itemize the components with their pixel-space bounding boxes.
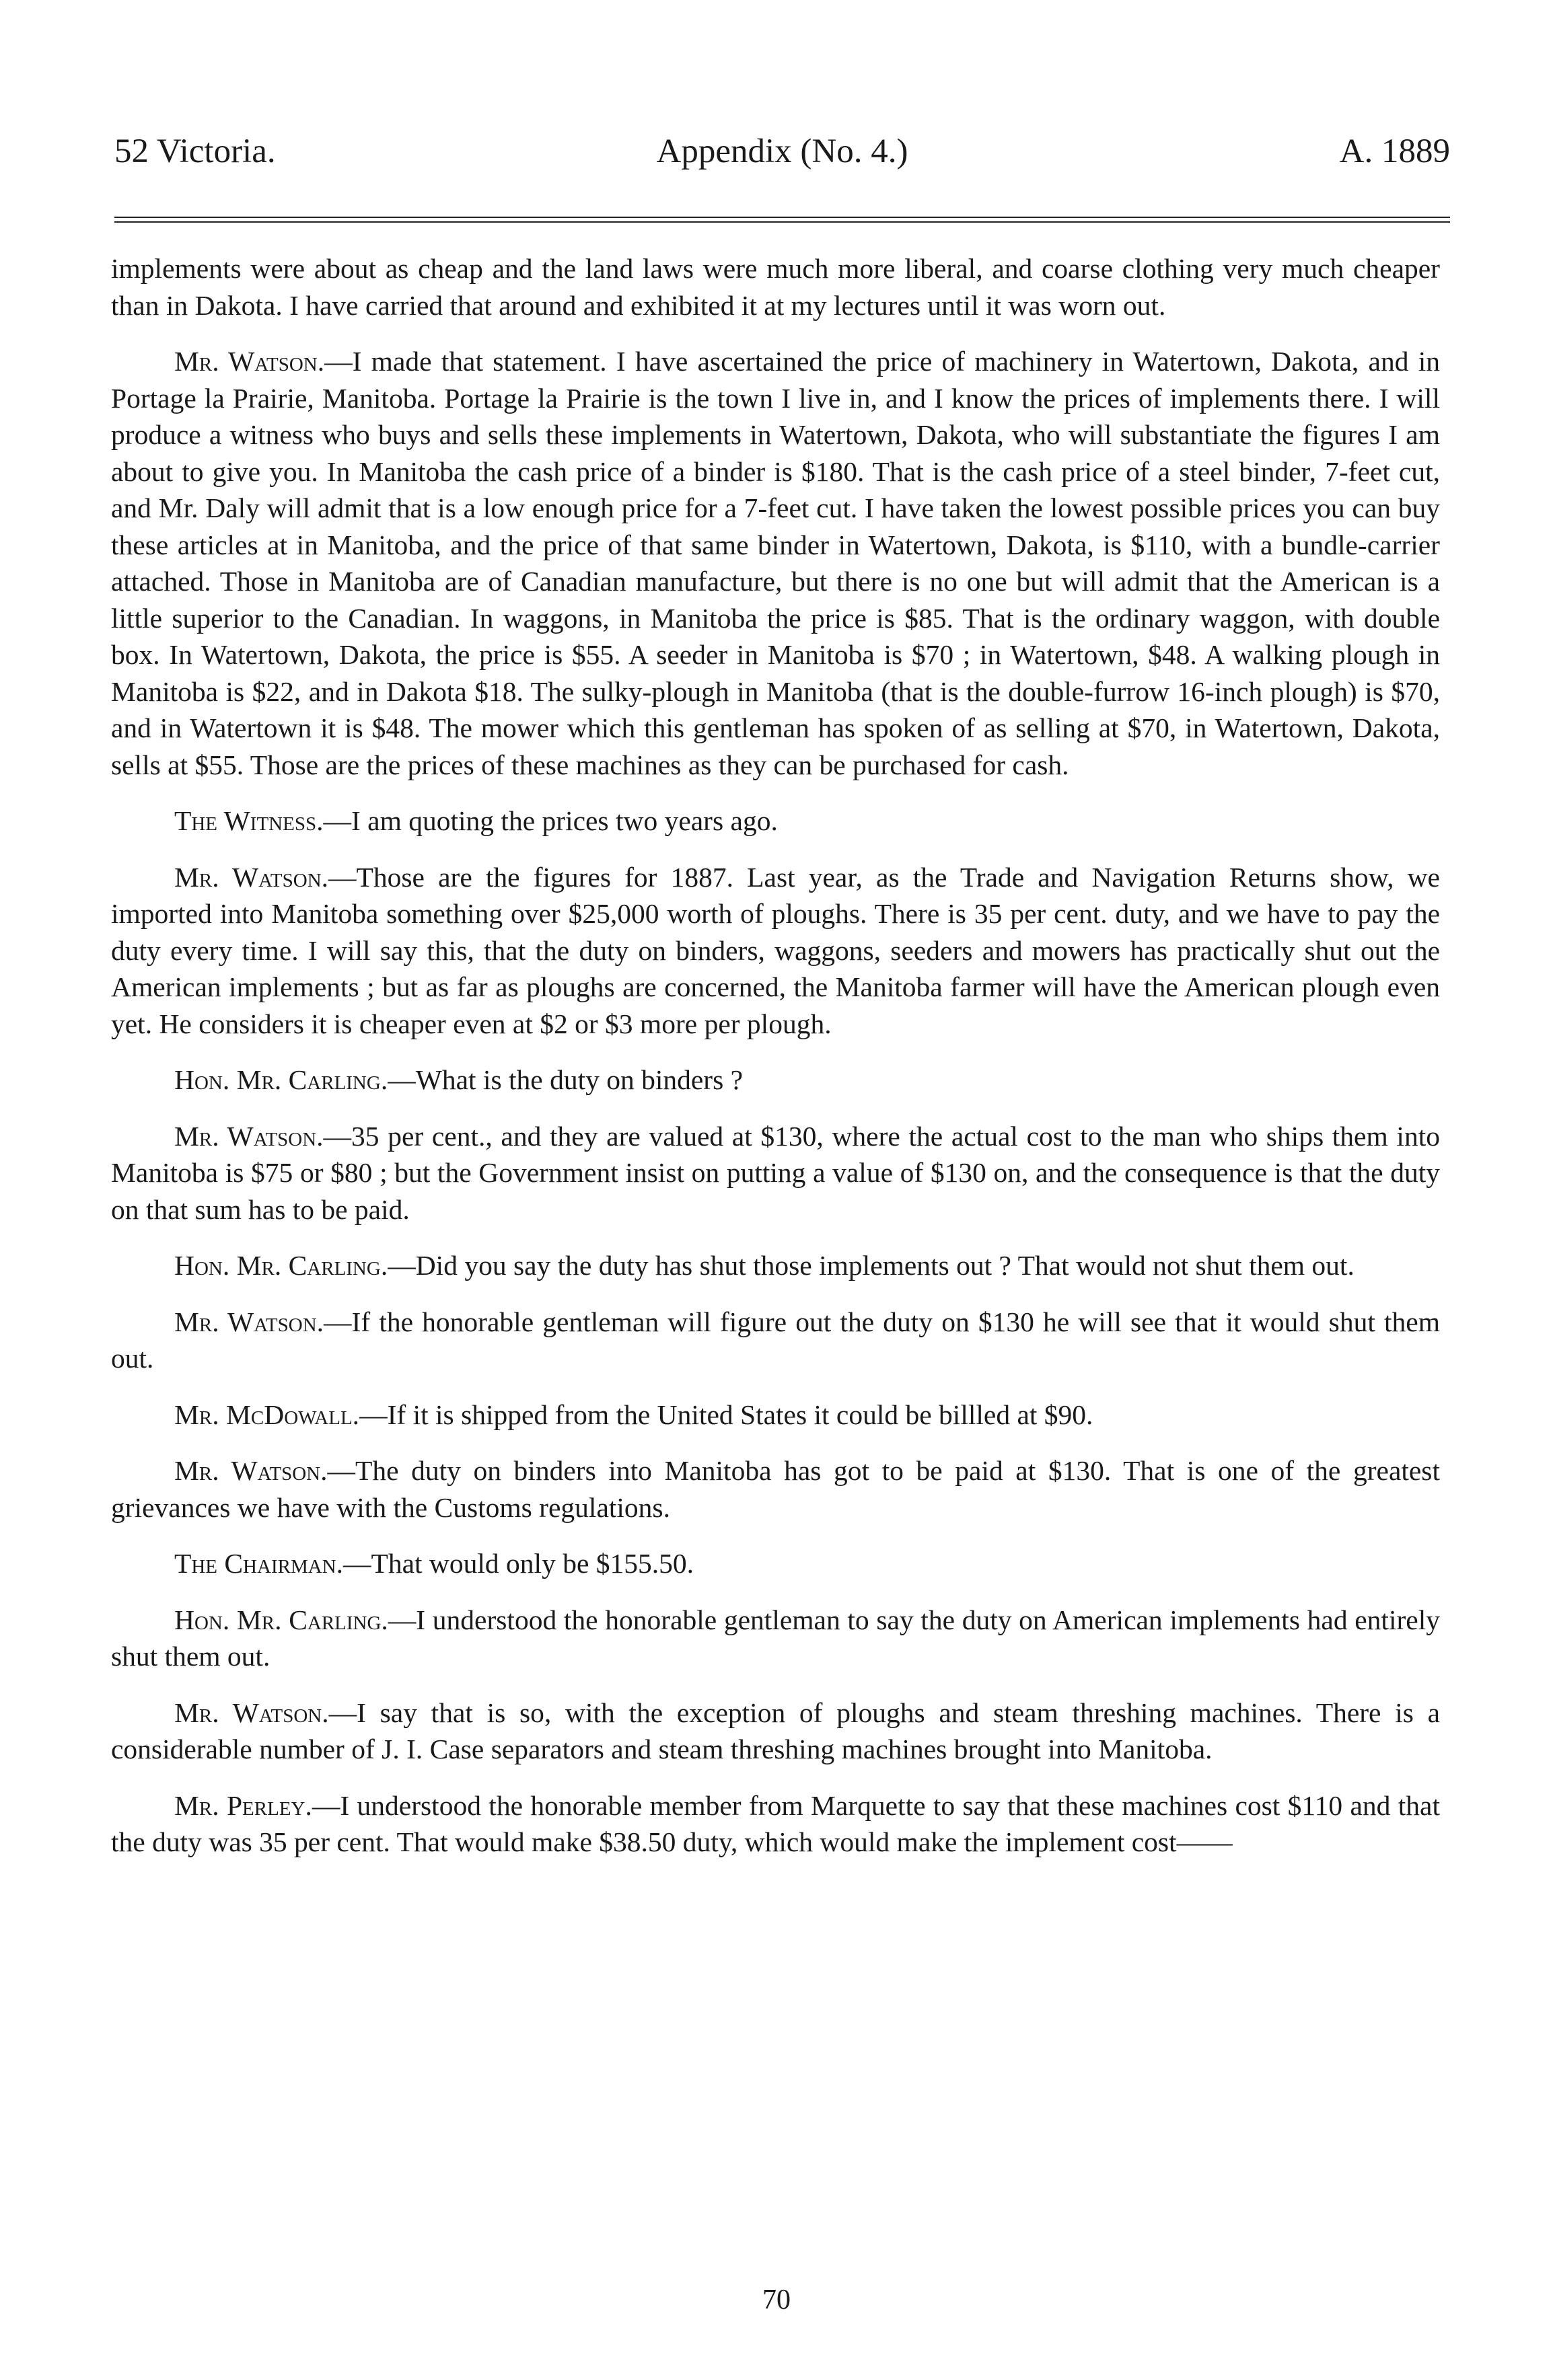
paragraph-text: —I say that is so, with the exception of ploughs and steam threshing machines. There is a considerable number of J. I. Case separators and steam threshing machines brought into Manitoba. [111, 1697, 1441, 1764]
paragraph [111, 1602, 1440, 1675]
paragraph-text: —I am quoting the prices two years ago. [323, 805, 778, 836]
header-rule [114, 217, 1450, 223]
speaker-name: The Witness. [174, 805, 324, 836]
page-header [114, 132, 1450, 179]
paragraph [111, 1247, 1440, 1284]
speaker-name: Mr. Watson. [174, 346, 325, 377]
speaker-name: Mr. Watson. [174, 1697, 329, 1728]
paragraph [111, 1118, 1440, 1228]
paragraph-text: —If it is shipped from the United States it could be billled at $90. [359, 1399, 1093, 1430]
paragraph [111, 1452, 1440, 1526]
paragraph [111, 343, 1440, 783]
paragraph-text: —Did you say the duty has shut those implements out ? That would not shut them out. [388, 1250, 1355, 1281]
speaker-name: The Chairman. [174, 1548, 343, 1579]
paragraph [111, 1304, 1440, 1377]
paragraph-text: —Those are the figures for 1887. Last year, as the Trade and Navigation Returns show, we imported into Manitoba something over $25,000 worth of ploughs. There is 35 per cent. duty, and we have to pay the duty every time. I will say this, that the duty on binders, waggons, seeders and mowers has practically shut out the American implements ; but as far as ploughs are concerned, the Manitoba farmer will have the American plough even yet. He considers it is cheaper even at $2 or $3 more per plough. [111, 861, 1440, 1039]
paragraph-text: —I understood the honorable gentleman to say the duty on American implements had entirely shut them out. [111, 1604, 1440, 1672]
speaker-name: Mr. McDowall. [174, 1399, 360, 1430]
speaker-name: Mr. Watson. [174, 1120, 324, 1152]
speaker-name: Mr. Watson. [174, 861, 329, 893]
paragraph [111, 1695, 1440, 1768]
page-number: 70 [762, 2284, 791, 2315]
paragraph-text: —I understood the honorable member from Marquette to say that these machines cost $110 and that the duty was 35 per cent. That would make $38.50 duty, which would make the implement cost—— [111, 1789, 1440, 1857]
speaker-name: Mr. Watson. [174, 1306, 324, 1337]
paragraph-text: —35 per cent., and they are valued at $130, where the actual cost to the man who ships them into Manitoba is $75 or $80 ; but the Government insist on putting a value of $130 on, and the consequence is that the duty on that sum has to be paid. [111, 1120, 1440, 1225]
speaker-name: Hon. Mr. Carling. [174, 1250, 388, 1281]
paragraph-text: —I made that statement. I have ascertained the price of machinery in Watertown, Dakota, and in Portage la Prairie, Manitoba. Portage la Prairie is the town I live in, and I know the prices of implements there. I will produce a witness who buys and sells these implements in Watertown, Dakota, who will substantiate the figures I am about to give you. In Manitoba the cash price of a binder is $180. That is the cash price of a steel binder, 7-feet cut, and Mr. Daly will admit that is a low enough price for a 7-feet cut. I have taken the lowest possible prices you can buy these articles at in Manitoba, and the price of that same binder in Watertown, Dakota, is $110, with a bundle-carrier attached. Those in Manitoba are of Canadian manufacture, but there is no one but will admit that the American is a little superior to the Canadian. In waggons, in Manitoba the price is $85. That is the ordinary waggon, with double box. In Watertown, Dakota, the price is $55. A seeder in Manitoba is $70 ; in Watertown, $48. A walking plough in Manitoba is $22, and in Dakota $18. The sulky-plough in Manitoba (that is the double-furrow 16-inch plough) is $70, and in Watertown it is $48. The mower which this gentleman has spoken of as selling at $70, in Watertown, Dakota, sells at $55. Those are the prices of these machines as they can be purchased for cash. [111, 346, 1440, 780]
paragraph-text: —That would only be $155.50. [343, 1548, 694, 1579]
header-year: A. 1889 [1339, 133, 1450, 170]
paragraph [111, 859, 1440, 1043]
paragraph-text: implements were about as cheap and the land laws were much more liberal, and coarse clothing very much cheaper than in Dakota. I have carried that around and exhibited it at my lectures until it was worn out. [111, 253, 1440, 321]
speaker-name: Hon. Mr. Carling. [174, 1604, 388, 1635]
paragraph-text: —What is the duty on binders ? [388, 1064, 744, 1095]
paragraph [111, 1787, 1440, 1861]
speaker-name: Mr. Perley. [174, 1789, 312, 1821]
page-body [111, 250, 1440, 1880]
paragraph [111, 1397, 1440, 1434]
paragraph [111, 250, 1440, 324]
header-appendix: Appendix (No. 4.) [656, 133, 908, 170]
paragraph [111, 1545, 1440, 1582]
speaker-name: Hon. Mr. Carling. [174, 1064, 388, 1095]
paragraph-text: —If the honorable gentleman will figure out the duty on $130 he will see that it would shut them out. [111, 1306, 1440, 1374]
header-session: 52 Victoria. [114, 133, 276, 170]
paragraph [111, 1062, 1440, 1099]
speaker-name: Mr. Watson. [174, 1455, 328, 1486]
paragraph [111, 803, 1440, 840]
paragraph-text: —The duty on binders into Manitoba has got to be paid at $130. That is one of the greatest grievances we have with the Customs regulations. [111, 1455, 1440, 1523]
